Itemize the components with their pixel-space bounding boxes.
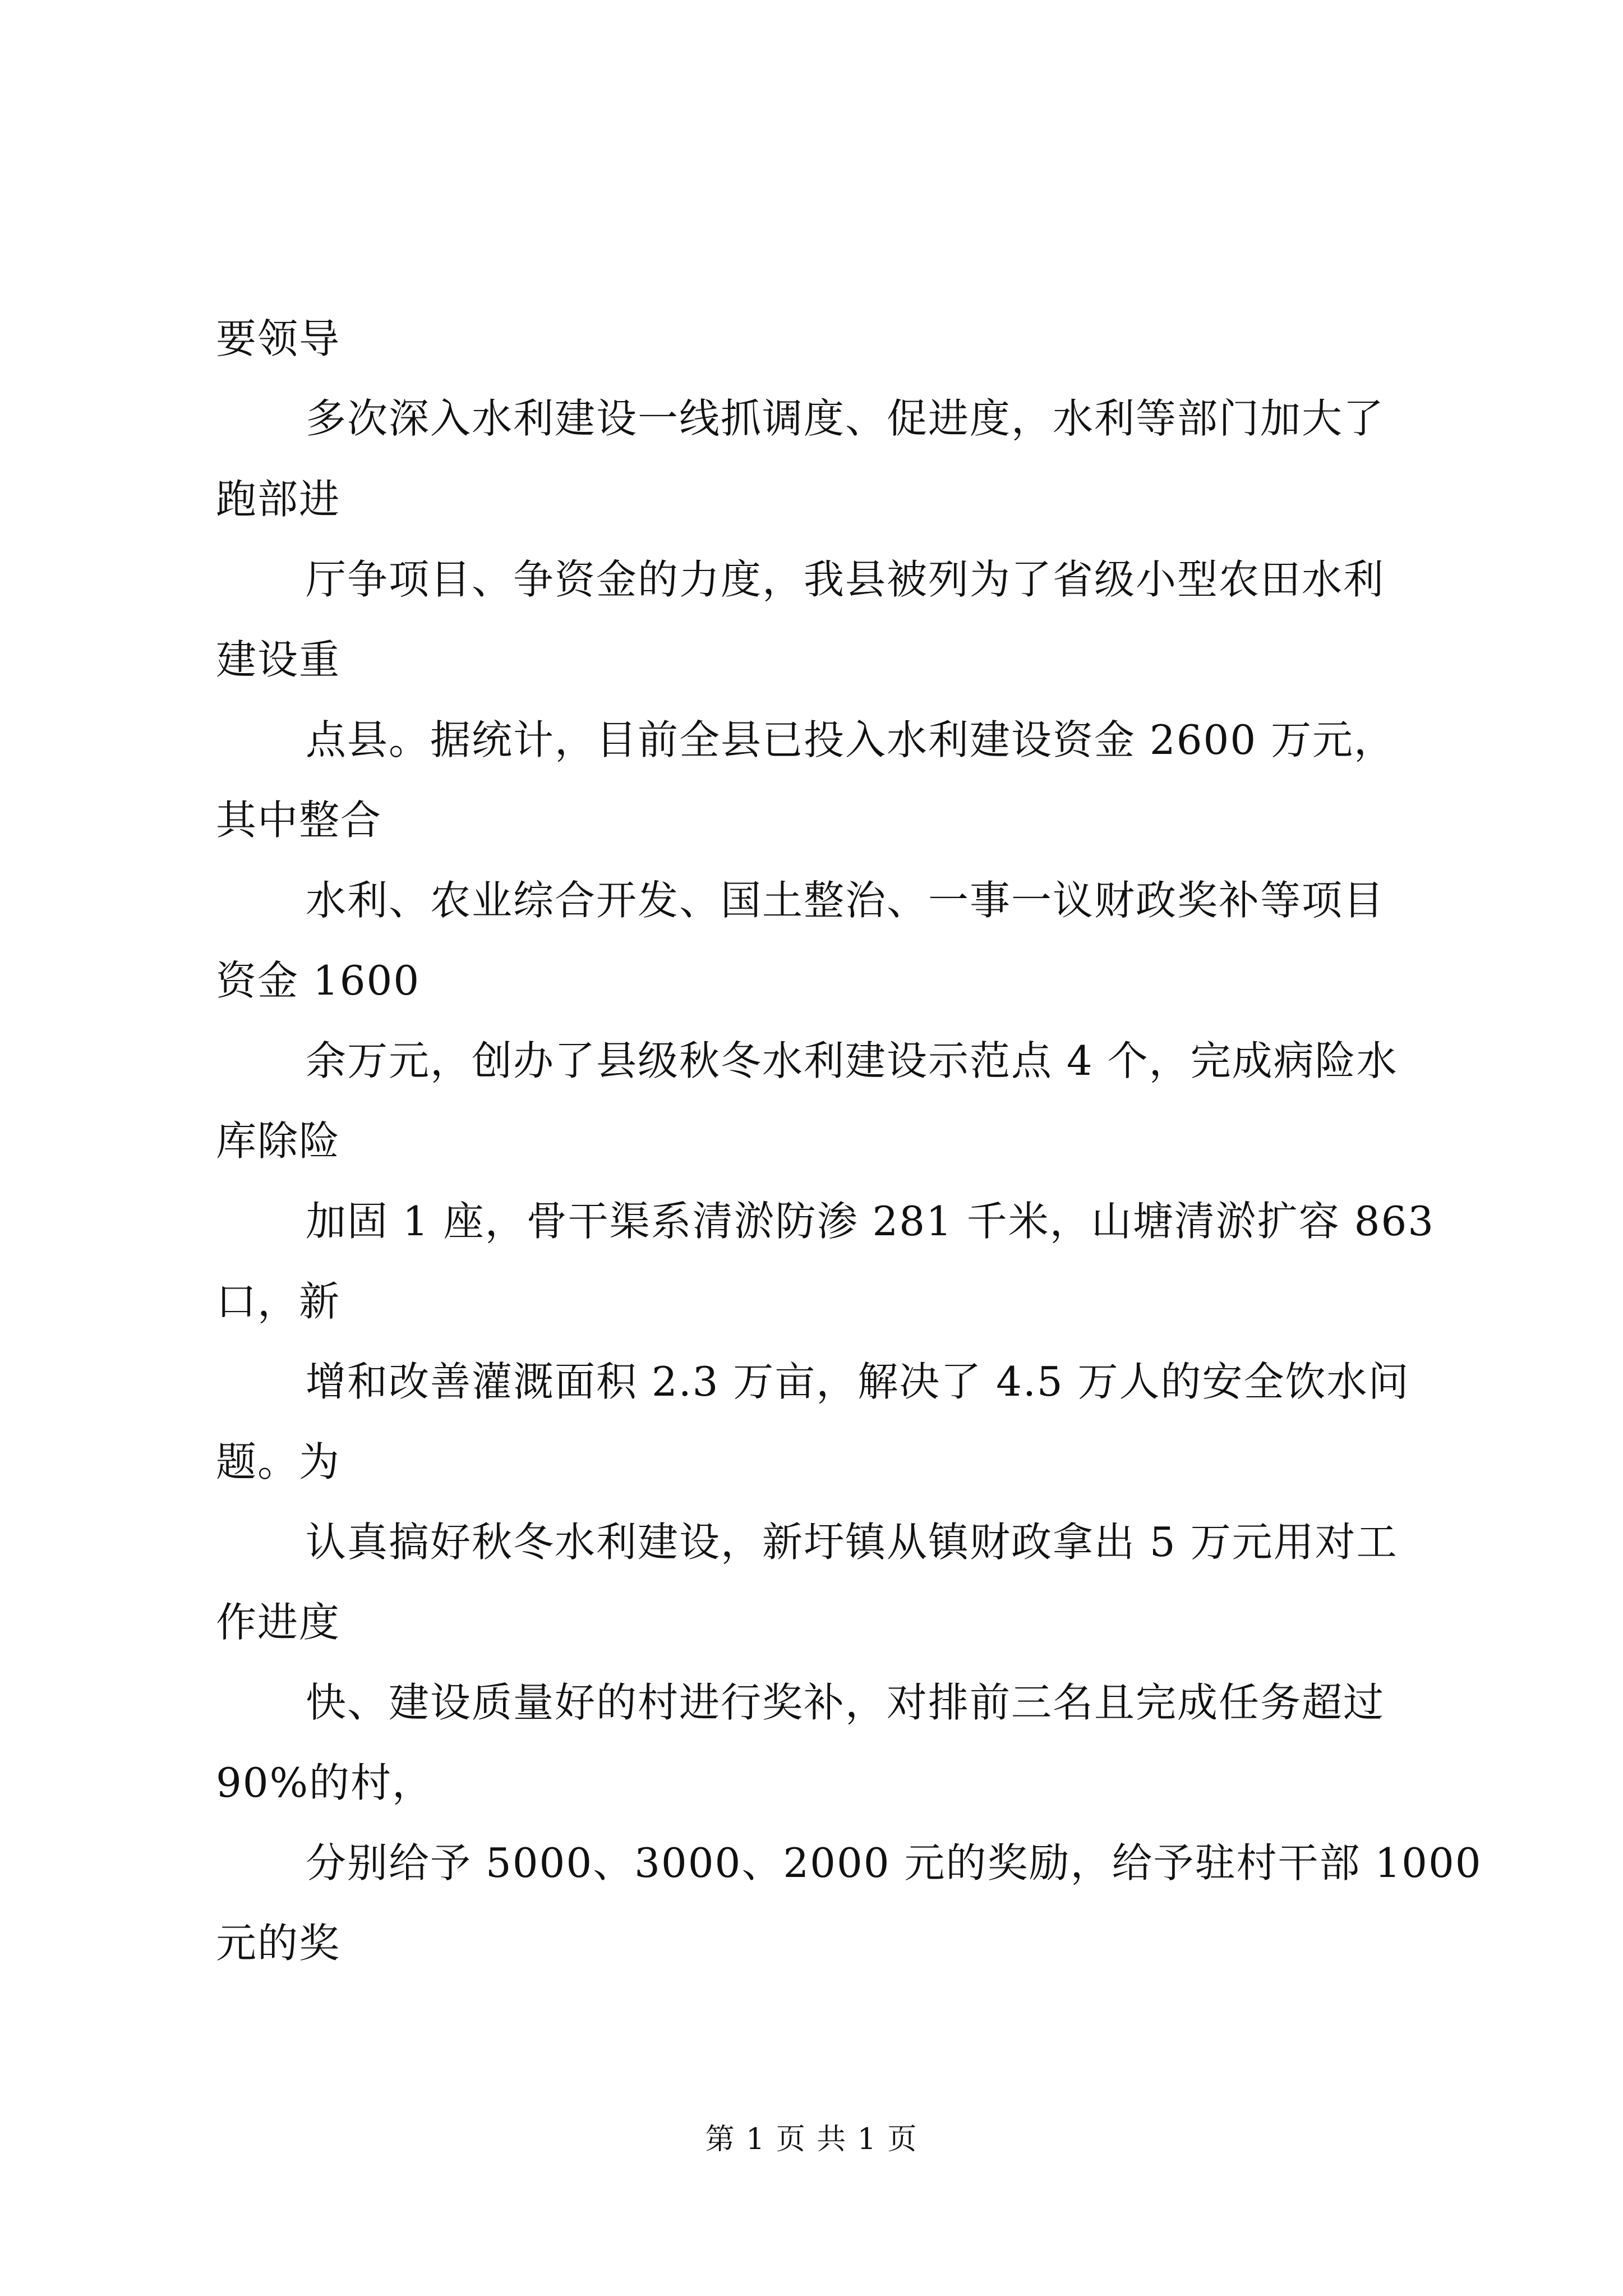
text-line-6: 点县。据统计，目前全县已投入水利建设资金 2600 万元， — [306, 716, 1396, 763]
text-line-1: 要领导 — [216, 315, 341, 362]
text-line-7: 其中整合 — [216, 797, 382, 844]
text-line-18: 快、建设质量好的村进行奖补，对排前三名且完成任务超过 — [306, 1679, 1385, 1726]
text-line-2: 多次深入水利建设一线抓调度、促进度，水利等部门加大了 — [306, 395, 1385, 442]
text-line-4: 厅争项目、争资金的力度，我县被列为了省级小型农田水利 — [306, 556, 1385, 603]
text-line-21: 元的奖 — [216, 1920, 341, 1967]
text-line-19: 90%的村， — [216, 1759, 434, 1806]
text-line-12: 加固 1 座，骨干渠系清淤防渗 281 千米，山塘清淤扩容 863 — [306, 1198, 1435, 1245]
text-line-17: 作进度 — [216, 1599, 341, 1646]
page-footer: 第 1 页 共 1 页 — [705, 2123, 918, 2156]
text-line-8: 水利、农业综合开发、国土整治、一事一议财政奖补等项目 — [306, 877, 1385, 924]
text-line-14: 增和改善灌溉面积 2.3 万亩，解决了 4.5 万人的安全饮水问 — [306, 1358, 1410, 1405]
text-line-13: 口，新 — [216, 1278, 341, 1325]
text-line-20: 分别给予 5000、3000、2000 元的奖励，给予驻村干部 1000 — [306, 1839, 1482, 1887]
text-line-9: 资金 1600 — [216, 957, 421, 1004]
text-line-15: 题。为 — [216, 1438, 341, 1485]
text-line-16: 认真搞好秋冬水利建设，新圩镇从镇财政拿出 5 万元用对工 — [306, 1519, 1398, 1566]
text-line-10: 余万元，创办了县级秋冬水利建设示范点 4 个，完成病险水 — [306, 1037, 1398, 1084]
text-line-11: 库除险 — [216, 1117, 341, 1165]
text-line-3: 跑部进 — [216, 476, 341, 523]
text-line-5: 建设重 — [216, 636, 341, 683]
